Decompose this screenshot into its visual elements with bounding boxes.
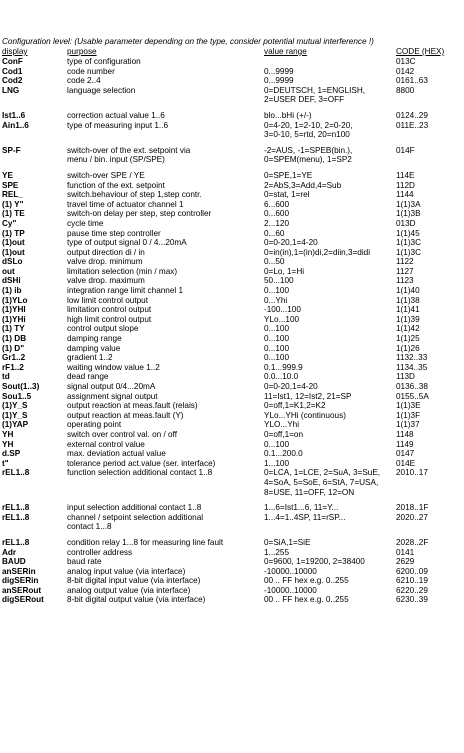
parameter-code: 0141 (396, 547, 415, 557)
table-row (2, 497, 462, 513)
table-row (2, 165, 462, 181)
parameter-purpose: limitation selection (min / max) (67, 266, 178, 276)
parameter-display: anSERout (2, 585, 42, 595)
header-display: display (2, 47, 28, 56)
table-row (2, 382, 462, 392)
parameter-display: BAUD (2, 557, 26, 567)
parameter-code: 1(1)39 (396, 314, 420, 324)
parameter-purpose: pause time step controller (67, 228, 161, 238)
parameter-code: 6220..29 (396, 585, 428, 595)
parameter-code: 2010..17 (396, 468, 428, 478)
parameter-value-range: 1...100 (264, 458, 290, 468)
parameter-display: (1)Y_S (2, 401, 28, 411)
parameter-purpose: dead range (67, 372, 109, 382)
parameter-code: 1144 (396, 190, 414, 200)
parameter-display: Gr1..2 (2, 353, 26, 363)
parameter-purpose: signal output 0/4...20mA (67, 382, 156, 391)
parameter-code: 013D (396, 218, 416, 228)
parameter-display: anSERin (2, 566, 36, 576)
parameter-display: (1)Y_S (2, 410, 28, 420)
parameter-value-range: 0=4-20, 1=2-10, 2=0-20, 3=0-10, 5=rtd, 20=n100 (264, 120, 353, 140)
parameter-purpose: integration range limit channel 1 (67, 286, 184, 296)
parameter-code: 2018..1F (396, 503, 429, 513)
parameter-display: dSHi (2, 276, 21, 286)
parameter-code: 1(1)45 (396, 228, 420, 238)
document-title: Configuration level: (Usable parameter depending on the type, consider potential mutual interference !) (2, 37, 374, 46)
parameter-code: 1(1)26 (396, 343, 420, 353)
table-row (2, 353, 462, 363)
parameter-purpose: valve drop. minimum (67, 257, 143, 267)
parameter-code: 0161..63 (396, 76, 428, 86)
parameter-value-range: 11=Ist1, 12=Ist2, 21=SP (264, 391, 352, 401)
parameter-display: (1) ib (2, 286, 22, 296)
parameter-display: Ain1..6 (2, 120, 29, 130)
parameter-display: (1) TE (2, 209, 25, 219)
parameter-purpose: tolerance period act.value (ser. interface) (67, 458, 216, 468)
parameter-display: REL_ (2, 190, 23, 200)
parameter-code: 1148 (396, 429, 414, 439)
parameter-value-range: 0...100 (264, 343, 290, 353)
parameter-code: 1(1)3A (396, 199, 421, 209)
table-row (2, 420, 462, 430)
parameter-display: Sou1..5 (2, 391, 32, 401)
parameter-value-range: 0=Lo, 1=Hi (264, 266, 305, 276)
parameter-value-range: 0=in(in),1=(in)di,2=diin,3=didi (264, 247, 371, 257)
parameter-table (2, 47, 462, 605)
parameter-display: SPE (2, 180, 19, 190)
table-row (2, 586, 462, 596)
parameter-code: 1132..33 (396, 353, 428, 363)
table-row (2, 548, 462, 558)
parameter-purpose: controller address (67, 547, 133, 557)
table-row (2, 121, 462, 140)
parameter-value-range: 0=9600, 1=19200, 2=38400 (264, 557, 365, 567)
parameter-value-range: 0...Yhi (264, 295, 288, 305)
parameter-value-range: -100...100 (264, 305, 301, 315)
parameter-purpose: condition relay 1...8 for measuring line fault (67, 537, 224, 547)
parameter-code: 1122 (396, 257, 414, 267)
parameter-purpose: operating point (67, 420, 122, 430)
parameter-code: 1134..35 (396, 362, 428, 372)
parameter-purpose: valve drop. maximum (67, 276, 145, 286)
parameter-value-range: 0...100 (264, 324, 290, 334)
table-row (2, 57, 462, 67)
parameter-value-range: 0=SiA,1=SiE (264, 537, 311, 547)
table-row (2, 459, 462, 469)
parameter-code: 8800 (396, 85, 415, 95)
parameter-purpose: analog output value (via interface) (67, 585, 191, 595)
table-row (2, 305, 462, 315)
parameter-code: 2020..27 (396, 512, 428, 522)
parameter-value-range: -10000..10000 (264, 566, 317, 576)
parameter-purpose: switch.behaviour of step 1,step contr. (67, 190, 202, 200)
parameter-display: out (2, 266, 15, 276)
parameter-purpose: code 2..4 (67, 76, 101, 86)
parameter-purpose: code number (67, 66, 115, 76)
table-row (2, 296, 462, 306)
parameter-value-range: 0...600 (264, 209, 290, 219)
table-row (2, 181, 462, 191)
table-row (2, 267, 462, 277)
parameter-display: Cod2 (2, 76, 23, 86)
parameter-display: dSLo (2, 257, 23, 267)
table-row (2, 140, 462, 165)
parameter-purpose: channel / setpoint selection additional contact 1...8 (67, 512, 204, 532)
parameter-purpose: function selection additional contact 1..8 (67, 468, 213, 478)
parameter-display: digSERin (2, 576, 39, 586)
table-row (2, 430, 462, 440)
parameter-value-range: YLo...YHi (continuous) (264, 410, 346, 420)
parameter-value-range: 00 .. FF hex e.g. 0..255 (264, 595, 349, 605)
parameter-display: (1) TP (2, 228, 25, 238)
parameter-value-range: 0=off,1=K1,2=K2 (264, 401, 326, 411)
parameter-code: 013C (396, 57, 416, 66)
parameter-value-range: 0=off,1=on (264, 429, 304, 439)
parameter-value-range: 0=0-20,1=4-20 (264, 238, 318, 248)
parameter-purpose: output direction di / in (67, 247, 145, 257)
parameter-code: 011E..23 (396, 120, 429, 130)
parameter-purpose: external control value (67, 439, 145, 449)
parameter-display: rF1..2 (2, 362, 24, 372)
parameter-purpose: control output slope (67, 324, 139, 334)
parameter-code: 0124..29 (396, 110, 428, 120)
parameter-value-range: 0.1...200.0 (264, 449, 303, 459)
parameter-display: rEL1..8 (2, 503, 30, 513)
parameter-display: (1) TY (2, 324, 25, 334)
table-row (2, 513, 462, 532)
parameter-display: Adr (2, 547, 17, 557)
parameter-display: YE (2, 170, 13, 180)
parameter-code: 2629 (396, 557, 415, 567)
table-row (2, 576, 462, 586)
parameter-value-range: 0.1...999.9 (264, 362, 303, 372)
parameter-value-range: 0...9999 (264, 76, 294, 86)
parameter-code: 113D (396, 372, 415, 382)
parameter-purpose: low limit control output (67, 295, 148, 305)
table-row (2, 401, 462, 411)
parameter-purpose: analog input value (via interface) (67, 566, 186, 576)
parameter-display: YH (2, 429, 14, 439)
parameter-value-range: 0=0-20,1=4-20 (264, 382, 318, 391)
parameter-value-range: 0=DEUTSCH, 1=ENGLISH, 2=USER DEF, 3=OFF (264, 85, 366, 105)
parameter-purpose: switch-over SPE / YE (67, 170, 145, 180)
parameter-value-range: 0...100 (264, 286, 290, 296)
parameter-value-range: 0.0...10.0 (264, 372, 299, 382)
parameter-code: 1(1)3E (396, 401, 421, 411)
table-row (2, 67, 462, 77)
table-row (2, 229, 462, 239)
parameter-value-range: 6...600 (264, 199, 290, 209)
parameter-purpose: type of configuration (67, 57, 141, 66)
parameter-display: (1) D" (2, 343, 25, 353)
table-body (2, 57, 462, 605)
parameter-code: 1123 (396, 276, 414, 286)
parameter-display: (1)out (2, 238, 25, 248)
parameter-purpose: input selection additional contact 1..8 (67, 503, 202, 513)
table-row (2, 567, 462, 577)
parameter-purpose: high limit control output (67, 314, 152, 324)
header-purpose: purpose (67, 47, 97, 56)
parameter-display: LNG (2, 85, 20, 95)
parameter-code: 1(1)42 (396, 324, 420, 334)
table-row (2, 315, 462, 325)
parameter-value-range: 1...255 (264, 547, 290, 557)
parameter-code: 2028..2F (396, 537, 429, 547)
parameter-code: 1(1)41 (396, 305, 420, 315)
parameter-code: 112D (396, 180, 415, 190)
table-row (2, 105, 462, 121)
parameter-value-range: 1...4=1..4SP, 11=rSP... (264, 512, 346, 522)
parameter-display: Ist1..6 (2, 110, 26, 120)
parameter-value-range: YLO...Yhi (264, 420, 300, 430)
parameter-value-range: 0=LCA, 1=LCE, 2=SuA, 3=SuE, 4=SoA, 5=SoE, 6=StA, 7=USA, 8=USE, 11=OFF, 12=ON (264, 468, 381, 497)
parameter-display: t" (2, 458, 9, 468)
parameter-purpose: cycle time (67, 218, 104, 228)
table-row (2, 190, 462, 200)
parameter-value-range: YLo...100 (264, 314, 300, 324)
header-code: CODE (HEX) (396, 47, 445, 56)
parameter-purpose: switch-over of the ext. setpoint via menu / bin. input (SP/SPE) (67, 145, 191, 165)
table-row (2, 334, 462, 344)
parameter-display: Cod1 (2, 66, 23, 76)
table-row (2, 557, 462, 567)
table-row (2, 392, 462, 402)
parameter-value-range: 0...60 (264, 228, 285, 238)
table-row (2, 238, 462, 248)
parameter-value-range: 00 .. FF hex e.g. 0..255 (264, 576, 349, 586)
parameter-value-range: blo...bHi (+/-) (264, 110, 312, 120)
parameter-display: rEL1..8 (2, 537, 30, 547)
parameter-purpose: switch-on delay per step, step controller (67, 209, 212, 219)
parameter-value-range: 0=SPE,1=YE (264, 170, 313, 180)
parameter-code: 114E (396, 170, 415, 180)
parameter-value-range: 0...100 (264, 334, 290, 344)
table-row (2, 76, 462, 86)
parameter-purpose: output reaction at meas.fault (relais) (67, 401, 198, 411)
parameter-value-range: -10000..10000 (264, 585, 317, 595)
table-row (2, 449, 462, 459)
parameter-display: SP-F (2, 145, 21, 155)
parameter-value-range: 2...120 (264, 218, 290, 228)
parameter-code: 6210..19 (396, 576, 428, 586)
parameter-display: (1) Y" (2, 199, 24, 209)
parameter-display: Sout(1..3) (2, 382, 40, 391)
table-row (2, 344, 462, 354)
parameter-display: (1)out (2, 247, 25, 257)
table-row (2, 411, 462, 421)
parameter-purpose: 8-bit digital output value (via interface) (67, 595, 206, 605)
parameter-purpose: baud rate (67, 557, 102, 567)
parameter-code: 014F (396, 145, 415, 155)
parameter-code: 1(1)37 (396, 420, 420, 430)
table-row (2, 257, 462, 267)
parameter-code: 1149 (396, 439, 414, 449)
parameter-code: 1127 (396, 266, 414, 276)
parameter-display: (1)YLo (2, 295, 28, 305)
parameter-code: 1(1)25 (396, 334, 420, 344)
table-row (2, 595, 462, 605)
parameter-display: Cy" (2, 218, 17, 228)
parameter-code: 6200..09 (396, 566, 428, 576)
parameter-code: 6230..39 (396, 595, 428, 605)
parameter-code: 1(1)3F (396, 410, 421, 420)
table-row (2, 248, 462, 258)
parameter-code: 1(1)3C (396, 247, 422, 257)
parameter-value-range: 0...9999 (264, 66, 294, 76)
parameter-code: 0147 (396, 449, 415, 459)
parameter-code: 1(1)3B (396, 209, 421, 219)
parameter-value-range: 50...100 (264, 276, 294, 286)
parameter-value-range: 0=stat, 1=rel (264, 190, 310, 200)
parameter-display: d.SP (2, 449, 21, 459)
parameter-value-range: 2=AbS,3=Add,4=Sub (264, 180, 342, 190)
parameter-purpose: waiting window value 1..2 (67, 362, 160, 372)
parameter-purpose: max. deviation actual value (67, 449, 166, 459)
parameter-purpose: type of output signal 0 / 4...20mA (67, 238, 187, 248)
parameter-code: 1(1)3C (396, 238, 422, 248)
header-value-range: value range (264, 47, 307, 56)
parameter-purpose: limitation control output (67, 305, 152, 315)
parameter-code: 0142 (396, 66, 415, 76)
parameter-purpose: correction actual value 1..6 (67, 110, 165, 120)
table-row (2, 200, 462, 210)
parameter-purpose: assignment signal output (67, 391, 158, 401)
parameter-code: 0136..38 (396, 382, 428, 391)
parameter-value-range: 1...6=Ist1...6, 11=Y... (264, 503, 339, 513)
parameter-purpose: output reaction at meas.fault (Y) (67, 410, 184, 420)
parameter-value-range: -2=AUS, -1=SPEB(bin.), 0=SPEM(menu), 1=SP2 (264, 145, 353, 165)
parameter-display: (1)YHi (2, 314, 26, 324)
table-row (2, 372, 462, 382)
parameter-purpose: gradient 1..2 (67, 353, 113, 363)
parameter-display: ConF (2, 57, 23, 66)
parameter-display: (1)YAP (2, 420, 29, 430)
parameter-code: 1(1)40 (396, 286, 420, 296)
parameter-display: (1) DB (2, 334, 27, 344)
table-row (2, 363, 462, 373)
table-row (2, 532, 462, 548)
table-row (2, 440, 462, 450)
parameter-value-range: 0...50 (264, 257, 285, 267)
parameter-code: 014E (396, 458, 416, 468)
parameter-purpose: language selection (67, 85, 136, 95)
table-row (2, 468, 462, 497)
parameter-purpose: type of measuring input 1..6 (67, 120, 169, 130)
parameter-code: 0155..5A (396, 391, 429, 401)
parameter-value-range (264, 57, 396, 67)
parameter-purpose: 8-bit digital input value (via interface) (67, 576, 201, 586)
parameter-display: YH (2, 439, 14, 449)
table-row (2, 209, 462, 219)
table-header-row (2, 47, 462, 57)
configuration-document (2, 37, 462, 605)
table-row (2, 219, 462, 229)
parameter-purpose: switch over control val. on / off (67, 429, 177, 439)
table-row (2, 86, 462, 105)
parameter-display: digSERout (2, 595, 44, 605)
parameter-display: td (2, 372, 10, 382)
parameter-display: rEL1..8 (2, 512, 30, 522)
parameter-code: 1(1)38 (396, 295, 420, 305)
parameter-display: rEL1..8 (2, 468, 30, 478)
table-row (2, 324, 462, 334)
parameter-purpose: damping value (67, 343, 121, 353)
parameter-purpose: function of the ext. setpoint (67, 180, 165, 190)
parameter-value-range: 0...100 (264, 439, 290, 449)
parameter-display: (1)YHI (2, 305, 26, 315)
table-row (2, 286, 462, 296)
parameter-purpose: damping range (67, 334, 122, 344)
parameter-purpose: travel time of actuator channel 1 (67, 199, 184, 209)
parameter-value-range: 0...100 (264, 353, 290, 363)
table-row (2, 276, 462, 286)
